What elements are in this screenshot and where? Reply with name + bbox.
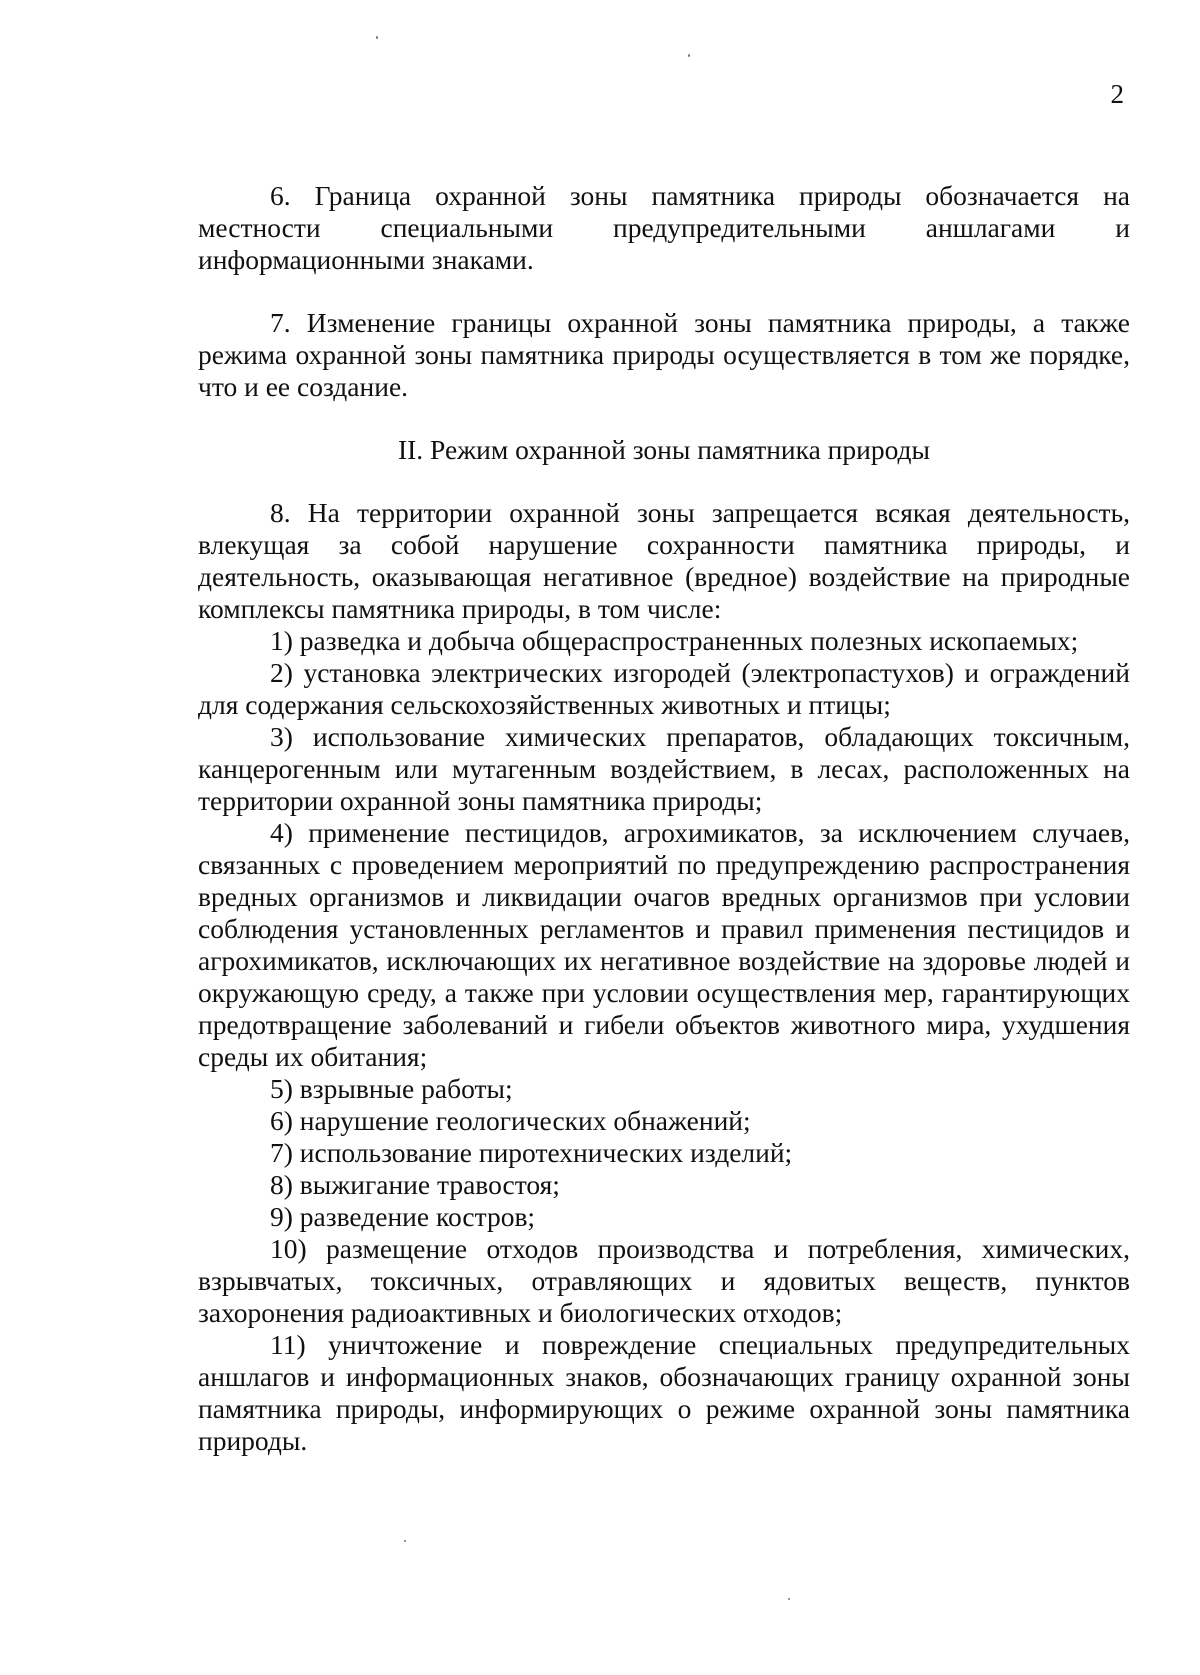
scan-speck: [688, 54, 690, 57]
list-item: 11) уничтожение и повреждение специальных предупредительных аншлагов и информационных знаков, обозначающих границу охранной зоны памятника природы, информирующих о режиме охранной зоны памятника природы.: [198, 1329, 1130, 1456]
list-item: 8) выжигание травостоя;: [270, 1169, 560, 1200]
scan-speck: [788, 1598, 790, 1600]
scan-speck: [376, 36, 378, 39]
list-item: 1) разведка и добыча общераспространенных полезных ископаемых;: [270, 625, 1079, 656]
prohibited-activities-list: [198, 625, 1130, 1457]
paragraph-8: 8. На территории охранной зоны запрещается всякая деятельность, влекущая за собой нарушение сохранности памятника природы, и деятельность, оказывающая негативное (вредное) воздействие на природные комплексы памятника природы, в том числе:: [198, 497, 1130, 624]
list-item: 10) размещение отходов производства и потребления, химических, взрывчатых, токсичных, отравляющих и ядовитых веществ, пунктов захоронения радиоактивных и биологических отходов;: [198, 1233, 1130, 1328]
list-item: 2) установка электрических изгородей (электропастухов) и ограждений для содержания сельскохозяйственных животных и птицы;: [198, 657, 1130, 720]
document-body: [198, 180, 1130, 1457]
list-item: 3) использование химических препаратов, обладающих токсичным, канцерогенным или мутагенным воздействием, в лесах, расположенных на территории охранной зоны памятника природы;: [198, 721, 1130, 816]
paragraph-7: 7. Изменение границы охранной зоны памятника природы, а также режима охранной зоны памятника природы осуществляется в том же порядке, что и ее создание.: [198, 307, 1130, 402]
list-item: 5) взрывные работы;: [270, 1073, 513, 1104]
paragraph-6: 6. Граница охранной зоны памятника природы обозначается на местности специальными предупредительными аншлагами и информационными знаками.: [198, 180, 1130, 275]
list-item: 9) разведение костров;: [270, 1201, 536, 1232]
list-item: 4) применение пестицидов, агрохимикатов, за исключением случаев, связанных с проведением мероприятий по предупреждению распространения вредных организмов и ликвидации очагов вредных организмов при условии соблюдения установленных регламентов и правил применения пестицидов и агрохимикатов, исключающих их негативное воздействие на здоровье людей и окружающую среду, а также при условии осуществления мер, гарантирующих предотвращение заболеваний и гибели объектов животного мира, ухудшения среды их обитания;: [198, 817, 1130, 1072]
list-item: 6) нарушение геологических обнажений;: [270, 1105, 751, 1136]
list-item: 7) использование пиротехнических изделий;: [270, 1137, 793, 1168]
section-heading: II. Режим охранной зоны памятника природы: [397, 434, 931, 465]
scan-speck: [404, 1540, 406, 1542]
page-number: 2: [1110, 79, 1124, 109]
